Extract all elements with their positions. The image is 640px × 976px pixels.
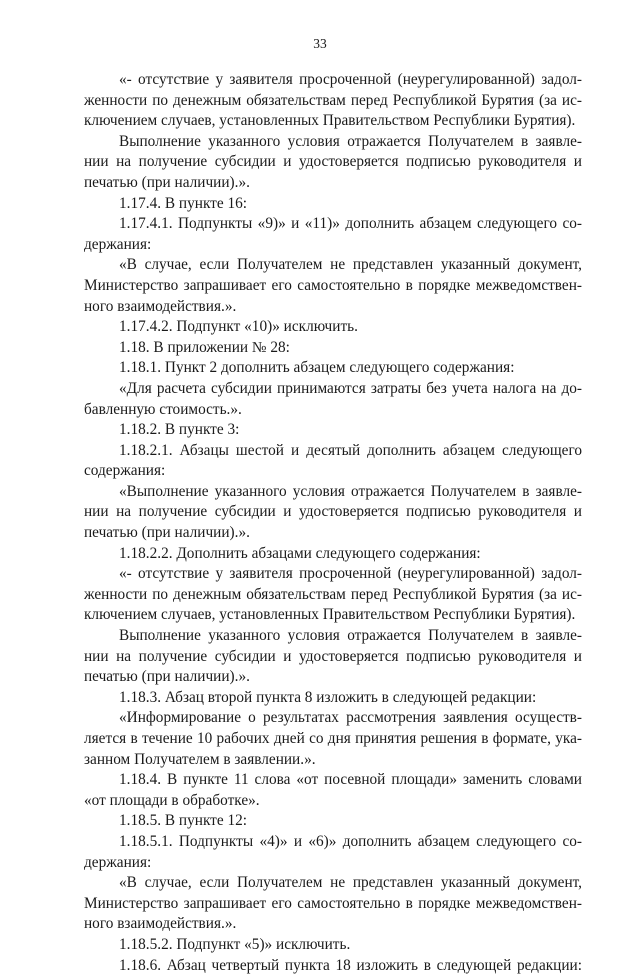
text-line: «Для расчета субсидии принимаются затраты без учета налога на до- [119, 379, 582, 397]
text-line: Выполнение указанного условия отражается Получателем в заявле- [119, 627, 582, 645]
text-line: 1.18.6. Абзац четвертый пункта 18 изложить в следующей редакции: [119, 956, 582, 974]
document-body [84, 70, 582, 976]
text-line: занном Получателем в заявлении.». [84, 750, 316, 768]
text-line: печатью (при наличии).». [84, 668, 250, 686]
text-line: нии на получение субсидии и удостоверяется подписью руководителя и [84, 503, 582, 521]
text-line: ного взаимодействия.». [84, 915, 237, 933]
text-line: «Информирование о результатах рассмотрения заявления осуществ- [119, 709, 582, 727]
text-line: печатью (при наличии).». [84, 173, 250, 191]
text-line: бавленную стоимость.». [84, 400, 242, 418]
text-line: Выполнение указанного условия отражается Получателем в заявле- [119, 132, 582, 150]
text-line: 1.17.4.1. Подпункты «9)» и «11)» дополнить абзацем следующего со- [119, 215, 582, 233]
text-line: 1.18.3. Абзац второй пункта 8 изложить в следующей редакции: [119, 688, 537, 706]
text-line: нии на получение субсидии и удостоверяется подписью руководителя и [84, 153, 582, 171]
text-line: держания: [84, 235, 152, 253]
text-line: ключением случаев, установленных Правительством Республики Бурятия). [84, 112, 576, 130]
text-line: «В случае, если Получателем не представлен указанный документ, [119, 256, 582, 274]
text-line: «В случае, если Получателем не представлен указанный документ, [119, 874, 582, 892]
text-line: содержания: [84, 462, 166, 480]
text-line: 1.18. В приложении № 28: [119, 338, 290, 356]
text-line: Министерство запрашивает его самостоятельно в порядке межведомствен- [84, 276, 582, 294]
text-line: «Выполнение указанного условия отражается Получателем в заявле- [119, 482, 582, 500]
text-line: ляется в течение 10 рабочих дней со дня принятия решения в формате, ука- [84, 730, 582, 747]
text-line: женности по денежным обязательствам перед Республикой Бурятия (за ис- [84, 91, 582, 109]
page-number: 33 [313, 36, 327, 51]
text-line: «от площади в обработке». [84, 791, 260, 809]
text-line: 1.18.2.2. Дополнить абзацами следующего содержания: [119, 544, 481, 562]
text-line: Министерство запрашивает его самостоятельно в порядке межведомствен- [84, 894, 582, 912]
text-line: нии на получение субсидии и удостоверяется подписью руководителя и [84, 647, 582, 665]
text-line: 1.18.4. В пункте 11 слова «от посевной площади» заменить словами [119, 771, 582, 789]
text-line: «- отсутствие у заявителя просроченной (неурегулированной) задол- [119, 71, 582, 88]
text-line: 1.17.4.2. Подпункт «10)» исключить. [119, 318, 358, 336]
text-line: 1.18.5. В пункте 12: [119, 812, 248, 830]
text-line: ного взаимодействия.». [84, 297, 237, 315]
text-line: 1.18.5.2. Подпункт «5)» исключить. [119, 935, 351, 953]
text-line: женности по денежным обязательствам перед Республикой Бурятия (за ис- [84, 585, 582, 603]
text-line: печатью (при наличии).». [84, 524, 250, 542]
text-line: 1.17.4. В пункте 16: [119, 194, 248, 212]
text-line: 1.18.5.1. Подпункты «4)» и «6)» дополнить абзацем следующего со- [119, 832, 582, 850]
text-line: держания: [84, 853, 152, 871]
text-line: 1.18.2. В пункте 3: [119, 421, 240, 439]
text-line: 1.18.1. Пункт 2 дополнить абзацем следующего содержания: [119, 359, 515, 377]
text-line: 1.18.2.1. Абзацы шестой и десятый дополнить абзацем следующего [119, 441, 582, 459]
text-line: ключением случаев, установленных Правительством Республики Бурятия). [84, 606, 576, 624]
text-line: «- отсутствие у заявителя просроченной (неурегулированной) задол- [119, 565, 582, 583]
